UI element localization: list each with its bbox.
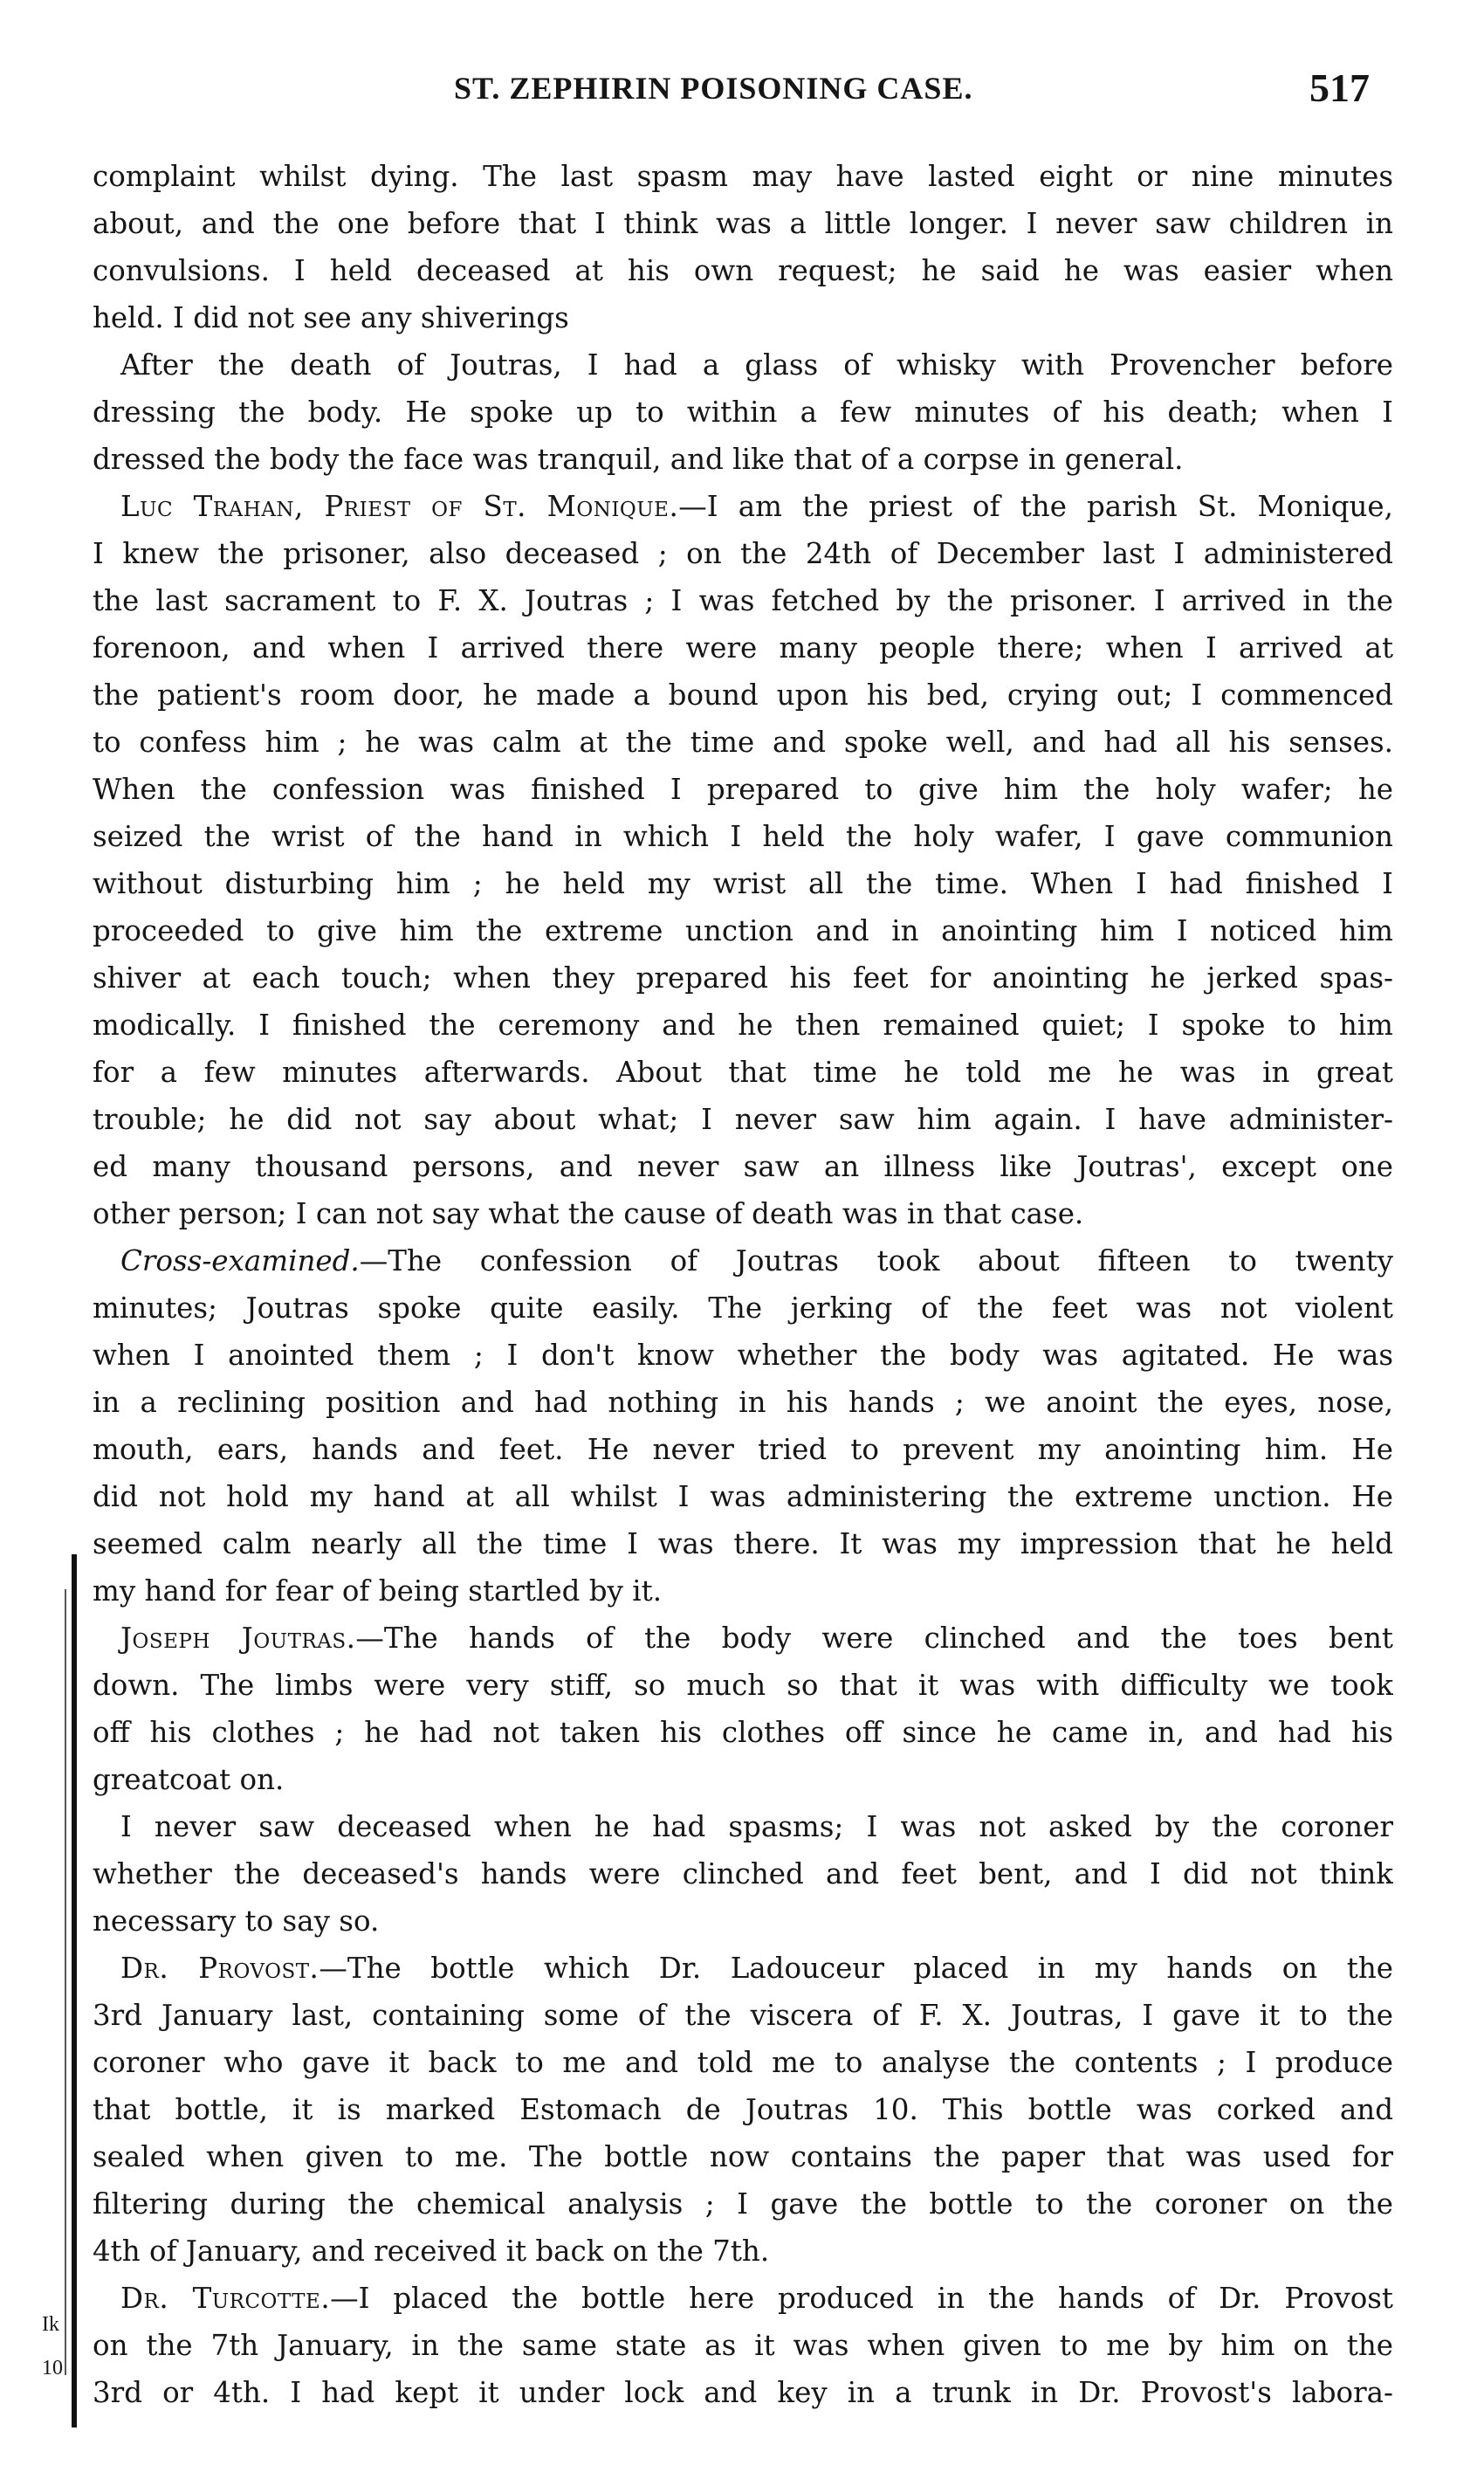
text-line: proceeded to give him the extreme unction and in anointing him I noticed him: [93, 914, 1393, 947]
text-line: trouble; he did not say about what; I never saw him again. I have administer-: [93, 1103, 1393, 1136]
text-line: seized the wrist of the hand in which I held the holy wafer, I gave communion: [93, 820, 1393, 853]
text-line: in a reclining position and had nothing in his hands ; we anoint the eyes, nose,: [93, 1386, 1393, 1419]
speaker-name: Dr. Turcotte.: [120, 2282, 331, 2315]
text-line: [93, 1615, 1393, 1662]
margin-mark: Ik: [42, 2313, 59, 2336]
testimony-paragraph: [93, 483, 1393, 1237]
text-run: —The bottle which Dr. Ladouceur placed in my hands on the: [319, 1952, 1393, 1985]
text-line: complaint whilst dying. The last spasm may have lasted eight or nine minutes: [93, 160, 1393, 193]
margin-mark: 10: [42, 2357, 63, 2379]
page-number: 517: [1309, 65, 1370, 110]
margin-rule: [72, 1554, 77, 2427]
text-line: forenoon, and when I arrived there were many people there; when I arrived at: [93, 631, 1393, 665]
testimony-paragraph: [93, 1945, 1393, 2275]
text-line: 3rd January last, containing some of the viscera of F. X. Joutras, I gave it to the: [93, 1999, 1393, 2032]
cross-examined-label: Cross-examined.: [120, 1244, 360, 1277]
testimony-paragraph: [93, 1615, 1393, 1803]
text-line: [93, 483, 1393, 530]
text-line: 3rd or 4th. I had kept it under lock and key in a trunk in Dr. Provost's labora-: [93, 2376, 1393, 2409]
text-line: sealed when given to me. The bottle now contains the paper that was used for: [93, 2140, 1393, 2173]
speaker-name: Joseph Joutras.: [120, 1622, 356, 1655]
text-line: greatcoat on.: [93, 1763, 285, 1796]
text-line: minutes; Joutras spoke quite easily. The jerking of the feet was not violent: [93, 1291, 1393, 1325]
text-line: dressing the body. He spoke up to within a few minutes of his death; when I: [93, 396, 1393, 429]
text-line: [93, 1237, 1393, 1284]
text-line: I never saw deceased when he had spasms; I was not asked by the coroner: [120, 1810, 1393, 1843]
text-line: about, and the one before that I think was a little longer. I never saw children in: [93, 207, 1393, 240]
paragraph: [93, 341, 1393, 483]
text-line: modically. I finished the ceremony and he then remained quiet; I spoke to him: [93, 1009, 1393, 1042]
margin-rule-thin: [65, 1589, 66, 2375]
text-line: necessary to say so.: [93, 1904, 380, 1938]
text-line: that bottle, it is marked Estomach de Joutras 10. This bottle was corked and: [93, 2093, 1393, 2126]
text-line: dressed the body the face was tranquil, and like that of a corpse in general.: [93, 443, 1184, 476]
text-line: shiver at each touch; when they prepared his feet for anointing he jerked spas-: [93, 961, 1393, 995]
text-line: off his clothes ; he had not taken his clothes off since he came in, and had his: [93, 1716, 1393, 1749]
text-line: held. I did not see any shiverings: [93, 301, 569, 334]
testimony-paragraph: [93, 2275, 1393, 2416]
text-line: my hand for fear of being startled by it.: [93, 1574, 663, 1608]
text-line: [93, 2275, 1393, 2322]
text-line: seemed calm nearly all the time I was there. It was my impression that he held: [93, 1527, 1393, 1560]
text-line: without disturbing him ; he held my wrist all the time. When I had finished I: [93, 867, 1393, 900]
body-text: [93, 153, 1393, 2416]
text-line: I knew the prisoner, also deceased ; on the 24th of December last I administered: [93, 537, 1393, 570]
text-line: [93, 1945, 1393, 1992]
text-line: to confess him ; he was calm at the time and spoke well, and had all his senses.: [93, 726, 1393, 759]
text-line: When the confession was finished I prepared to give him the holy wafer; he: [93, 773, 1393, 806]
text-run: —The hands of the body were clinched and the toes bent: [355, 1622, 1393, 1655]
text-line: when I anointed them ; I don't know whether the body was agitated. He was: [93, 1339, 1393, 1372]
running-title: ST. ZEPHIRIN POISONING CASE.: [454, 71, 973, 106]
text-line: coroner who gave it back to me and told me to analyse the contents ; I produce: [93, 2046, 1393, 2079]
text-line: the last sacrament to F. X. Joutras ; I was fetched by the prisoner. I arrived in the: [93, 584, 1393, 617]
text-line: down. The limbs were very stiff, so much so that it was with difficulty we took: [93, 1669, 1393, 1702]
cross-examination-paragraph: [93, 1237, 1393, 1615]
text-line: filtering during the chemical analysis ; I gave the bottle to the coroner on the: [93, 2187, 1393, 2221]
text-line: on the 7th January, in the same state as it was when given to me by him on the: [93, 2329, 1393, 2362]
text-line: mouth, ears, hands and feet. He never tried to prevent my anointing him. He: [93, 1433, 1393, 1466]
running-head: [0, 65, 1484, 122]
text-line: for a few minutes afterwards. About that time he told me he was in great: [93, 1056, 1393, 1089]
speaker-name: Luc Trahan, Priest of St. Monique.: [120, 490, 679, 523]
text-run: —I am the priest of the parish St. Monique,: [678, 490, 1393, 523]
text-line: whether the deceased's hands were clinched and feet bent, and I did not think: [93, 1857, 1393, 1890]
text-line: After the death of Joutras, I had a glass of whisky with Provencher before: [120, 348, 1393, 382]
paragraph: [93, 1803, 1393, 1945]
text-run: —The confession of Joutras took about fifteen to twenty: [359, 1244, 1393, 1277]
text-line: the patient's room door, he made a bound upon his bed, crying out; I commenced: [93, 678, 1393, 712]
text-line: other person; I can not say what the cause of death was in that case.: [93, 1197, 1084, 1230]
paragraph: [93, 153, 1393, 341]
text-line: did not hold my hand at all whilst I was administering the extreme unction. He: [93, 1480, 1393, 1513]
text-run: —I placed the bottle here produced in the hands of Dr. Provost: [330, 2282, 1393, 2315]
speaker-name: Dr. Provost.: [120, 1952, 319, 1985]
text-line: ed many thousand persons, and never saw an illness like Joutras', except one: [93, 1150, 1393, 1183]
text-line: 4th of January, and received it back on the 7th.: [93, 2235, 770, 2268]
text-line: convulsions. I held deceased at his own request; he said he was easier when: [93, 254, 1393, 287]
